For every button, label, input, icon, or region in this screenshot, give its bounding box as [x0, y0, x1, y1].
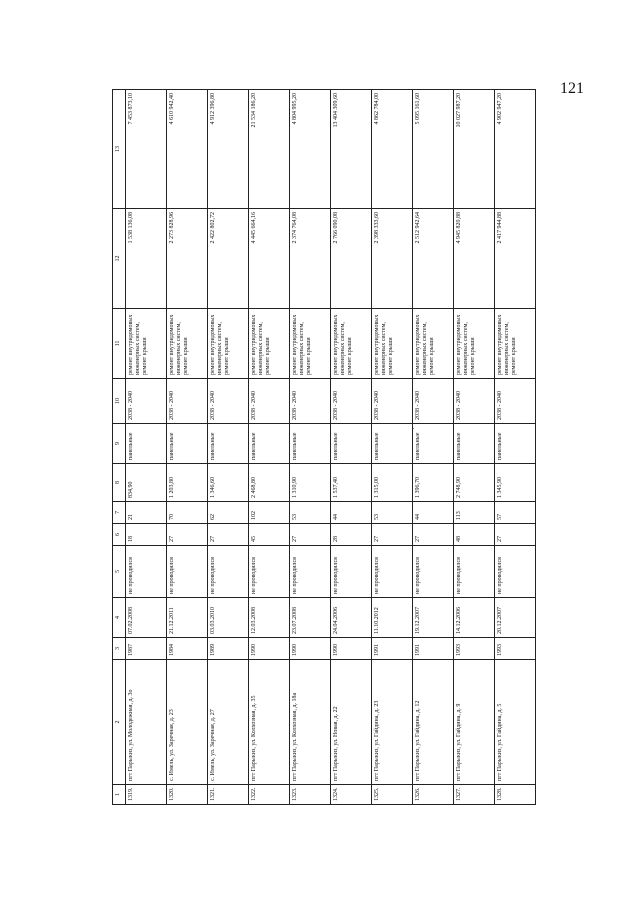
cell-floors: 28	[331, 524, 372, 546]
column-header-5: 5	[113, 546, 126, 598]
cell-cost-total: 4 804 995,20	[290, 90, 331, 209]
cell-wall-material: панельные	[372, 424, 413, 464]
cell-area: 1 310,90	[290, 464, 331, 502]
cell-build-year: 1993	[454, 638, 495, 660]
cell-cost-first: 4 445 664,16	[249, 209, 290, 309]
cell-build-year: 1989	[208, 638, 249, 660]
cell-row-number: 1325.	[372, 785, 413, 805]
cell-row-number: 1321.	[208, 785, 249, 805]
cell-wall-material: панельные	[290, 424, 331, 464]
cell-apartments: 44	[413, 502, 454, 524]
cell-cost-first: 2 766 090,08	[331, 209, 372, 309]
cell-wall-material: панельные	[495, 424, 536, 464]
cell-apartments: 62	[208, 502, 249, 524]
cell-last-repair: не проводился	[249, 546, 290, 598]
cell-works: ремонт внутридомовых инженерных систем, ремонт крыши	[495, 309, 536, 379]
cell-address: с. Имель, ул. Заречная, д. 27	[208, 660, 249, 785]
cell-wall-material: панельные	[413, 424, 454, 464]
cell-works: ремонт внутридомовых инженерных систем, ремонт крыши	[208, 309, 249, 379]
scan-speck	[413, 428, 414, 429]
table-row	[331, 90, 372, 805]
cell-wall-material: панельные	[126, 424, 167, 464]
cell-date: 23.07.2008	[290, 598, 331, 638]
cell-works: ремонт внутридомовых инженерных систем, ремонт крыши	[167, 309, 208, 379]
cell-cost-first: 2 398 333,60	[372, 209, 413, 309]
cell-area: 1 315,00	[372, 464, 413, 502]
cell-wall-material: панельные	[249, 424, 290, 464]
cell-period: 2038 - 2040	[413, 379, 454, 424]
cell-apartments: 113	[454, 502, 495, 524]
cell-cost-first: 1 538 136,08	[126, 209, 167, 309]
cell-works: ремонт внутридомовых инженерных систем, ремонт крыши	[331, 309, 372, 379]
table-row	[249, 90, 290, 805]
cell-date: 20.12.2007	[495, 598, 536, 638]
cell-floors: 27	[495, 524, 536, 546]
cell-build-year: 1990	[331, 638, 372, 660]
cell-apartments: 57	[495, 502, 536, 524]
cell-build-year: 1991	[413, 638, 454, 660]
cell-period: 2038 - 2040	[290, 379, 331, 424]
column-header-8: 8	[113, 464, 126, 502]
cell-address: пгт Парыкиз, ул. Гайдина, д. 5	[495, 660, 536, 785]
cell-period: 2038 - 2040	[454, 379, 495, 424]
column-header-2: 2	[113, 660, 126, 785]
cell-period: 2038 - 2040	[167, 379, 208, 424]
cell-build-year: 1991	[372, 638, 413, 660]
cell-floors: 27	[372, 524, 413, 546]
cell-row-number: 1319.	[126, 785, 167, 805]
cell-row-number: 1328.	[495, 785, 536, 805]
cell-address: пгт Парыкиз, ул. Гайдина, д. 12	[413, 660, 454, 785]
column-header-3: 3	[113, 638, 126, 660]
cell-area: 2 468,80	[249, 464, 290, 502]
cell-address: пгт Парыкиз, ул. Новая, д. 22	[331, 660, 372, 785]
cell-cost-total: 21 534 186,20	[249, 90, 290, 209]
column-header-1: 1	[113, 785, 126, 805]
cell-wall-material: панельные	[208, 424, 249, 464]
cell-last-repair: не проводился	[208, 546, 249, 598]
cell-date: 07.02.2008	[126, 598, 167, 638]
table-row	[167, 90, 208, 805]
cell-cost-first: 2 273 828,96	[167, 209, 208, 309]
table-header-row	[113, 90, 126, 805]
cell-apartments: 53	[290, 502, 331, 524]
cell-apartments: 70	[167, 502, 208, 524]
cell-period: 2038 - 2040	[331, 379, 372, 424]
cell-wall-material: панельные	[454, 424, 495, 464]
table-row	[290, 90, 331, 805]
cell-floors: 27	[413, 524, 454, 546]
table-row	[454, 90, 495, 805]
cell-apartments: 44	[331, 502, 372, 524]
cell-row-number: 1322.	[249, 785, 290, 805]
cell-date: 12.03.2008	[249, 598, 290, 638]
cell-build-year: 1990	[249, 638, 290, 660]
cell-apartments: 102	[249, 502, 290, 524]
cell-period: 2038 - 2040	[208, 379, 249, 424]
cell-cost-first: 2 512 942,64	[413, 209, 454, 309]
cell-period: 2038 - 2040	[249, 379, 290, 424]
cell-area: 1 396,70	[413, 464, 454, 502]
cell-period: 2038 - 2040	[495, 379, 536, 424]
cell-works: ремонт внутридомовых инженерных систем, ремонт крыши	[249, 309, 290, 379]
cell-cost-first: 2 422 802,72	[208, 209, 249, 309]
cell-works: ремонт внутридомовых инженерных систем, ремонт крыши	[413, 309, 454, 379]
table-row	[413, 90, 454, 805]
rotated-table-container	[112, 90, 537, 805]
column-header-7: 7	[113, 502, 126, 524]
cell-date: 21.12.2011	[167, 598, 208, 638]
column-header-9: 9	[113, 424, 126, 464]
cell-area: 1 345,90	[495, 464, 536, 502]
cell-works: ремонт внутридомовых инженерных систем, ремонт крыши	[372, 309, 413, 379]
table-row	[126, 90, 167, 805]
cell-cost-total: 10 027 987,20	[454, 90, 495, 209]
cell-cost-total: 5 095 161,60	[413, 90, 454, 209]
cell-floors: 27	[167, 524, 208, 546]
cell-area: 834,90	[126, 464, 167, 502]
page-number: 121	[560, 80, 584, 97]
cell-last-repair: не проводился	[290, 546, 331, 598]
cell-cost-first: 2 374 764,08	[290, 209, 331, 309]
cell-cost-first: 4 945 820,88	[454, 209, 495, 309]
cell-address: пгт Парыкиз, ул. Молодежная, д. 3о	[126, 660, 167, 785]
table-row	[372, 90, 413, 805]
cell-floors: 45	[249, 524, 290, 546]
cell-cost-total: 4 862 784,00	[372, 90, 413, 209]
cell-floors: 27	[208, 524, 249, 546]
cell-cost-total: 13 404 309,60	[331, 90, 372, 209]
cell-floors: 18	[126, 524, 167, 546]
cell-area: 1 203,80	[167, 464, 208, 502]
cell-area: 1 537,40	[331, 464, 372, 502]
cell-last-repair: не проводился	[167, 546, 208, 598]
cell-address: с. Имель, ул. Заречная, д. 23	[167, 660, 208, 785]
cell-row-number: 1320.	[167, 785, 208, 805]
cell-build-year: 1984	[167, 638, 208, 660]
cell-works: ремонт внутридомовых инженерных систем, ремонт крыши	[290, 309, 331, 379]
cell-cost-total: 4 610 942,40	[167, 90, 208, 209]
column-header-10: 10	[113, 379, 126, 424]
cell-cost-total: 4 902 947,20	[495, 90, 536, 209]
cell-date: 14.12.2006	[454, 598, 495, 638]
cell-works: ремонт внутридомовых инженерных систем, ремонт крыши	[126, 309, 167, 379]
cell-address: пгт Парыкиз, ул. Гайдина, д. 9	[454, 660, 495, 785]
column-header-6: 6	[113, 524, 126, 546]
cell-build-year: 1990	[290, 638, 331, 660]
cell-build-year: 1993	[495, 638, 536, 660]
cell-address: пгт Парыкиз, ул. Гайдина, д. 23	[372, 660, 413, 785]
cell-last-repair: не проводился	[372, 546, 413, 598]
cell-last-repair: не проводился	[454, 546, 495, 598]
cell-last-repair: не проводился	[413, 546, 454, 598]
cell-area: 2 748,90	[454, 464, 495, 502]
cell-address: пгт Парыкиз, ул. Колхозная, д. 18а	[290, 660, 331, 785]
cell-area: 1 346,60	[208, 464, 249, 502]
cell-wall-material: панельные	[167, 424, 208, 464]
cell-works: ремонт внутридомовых инженерных систем, ремонт крыши	[454, 309, 495, 379]
cell-floors: 27	[290, 524, 331, 546]
cell-last-repair: не проводился	[495, 546, 536, 598]
cell-last-repair: не проводился	[331, 546, 372, 598]
cell-row-number: 1323.	[290, 785, 331, 805]
cell-floors: 48	[454, 524, 495, 546]
cell-row-number: 1326.	[413, 785, 454, 805]
cell-date: 24.04.2006	[331, 598, 372, 638]
cell-row-number: 1327.	[454, 785, 495, 805]
cell-date: 19.12.2007	[413, 598, 454, 638]
cell-apartments: 21	[126, 502, 167, 524]
cell-date: 03.03.2010	[208, 598, 249, 638]
cell-cost-total: 4 912 396,80	[208, 90, 249, 209]
column-header-12: 12	[113, 209, 126, 309]
cell-cost-first: 2 417 944,88	[495, 209, 536, 309]
column-header-11: 11	[113, 309, 126, 379]
cell-last-repair: не проводился	[126, 546, 167, 598]
cell-wall-material: панельные	[331, 424, 372, 464]
housing-repair-table	[112, 89, 536, 805]
column-header-4: 4	[113, 598, 126, 638]
cell-row-number: 1324.	[331, 785, 372, 805]
column-header-13: 13	[113, 90, 126, 209]
cell-address: пгт Парыкиз, ул. Колхозная, д. 35	[249, 660, 290, 785]
cell-cost-total: 7 453 873,10	[126, 90, 167, 209]
cell-apartments: 53	[372, 502, 413, 524]
table-body	[126, 90, 536, 805]
table-row	[208, 90, 249, 805]
table-row	[495, 90, 536, 805]
cell-period: 2038 - 2040	[126, 379, 167, 424]
cell-period: 2038 - 2040	[372, 379, 413, 424]
cell-build-year: 1987	[126, 638, 167, 660]
cell-date: 11.10.2012	[372, 598, 413, 638]
